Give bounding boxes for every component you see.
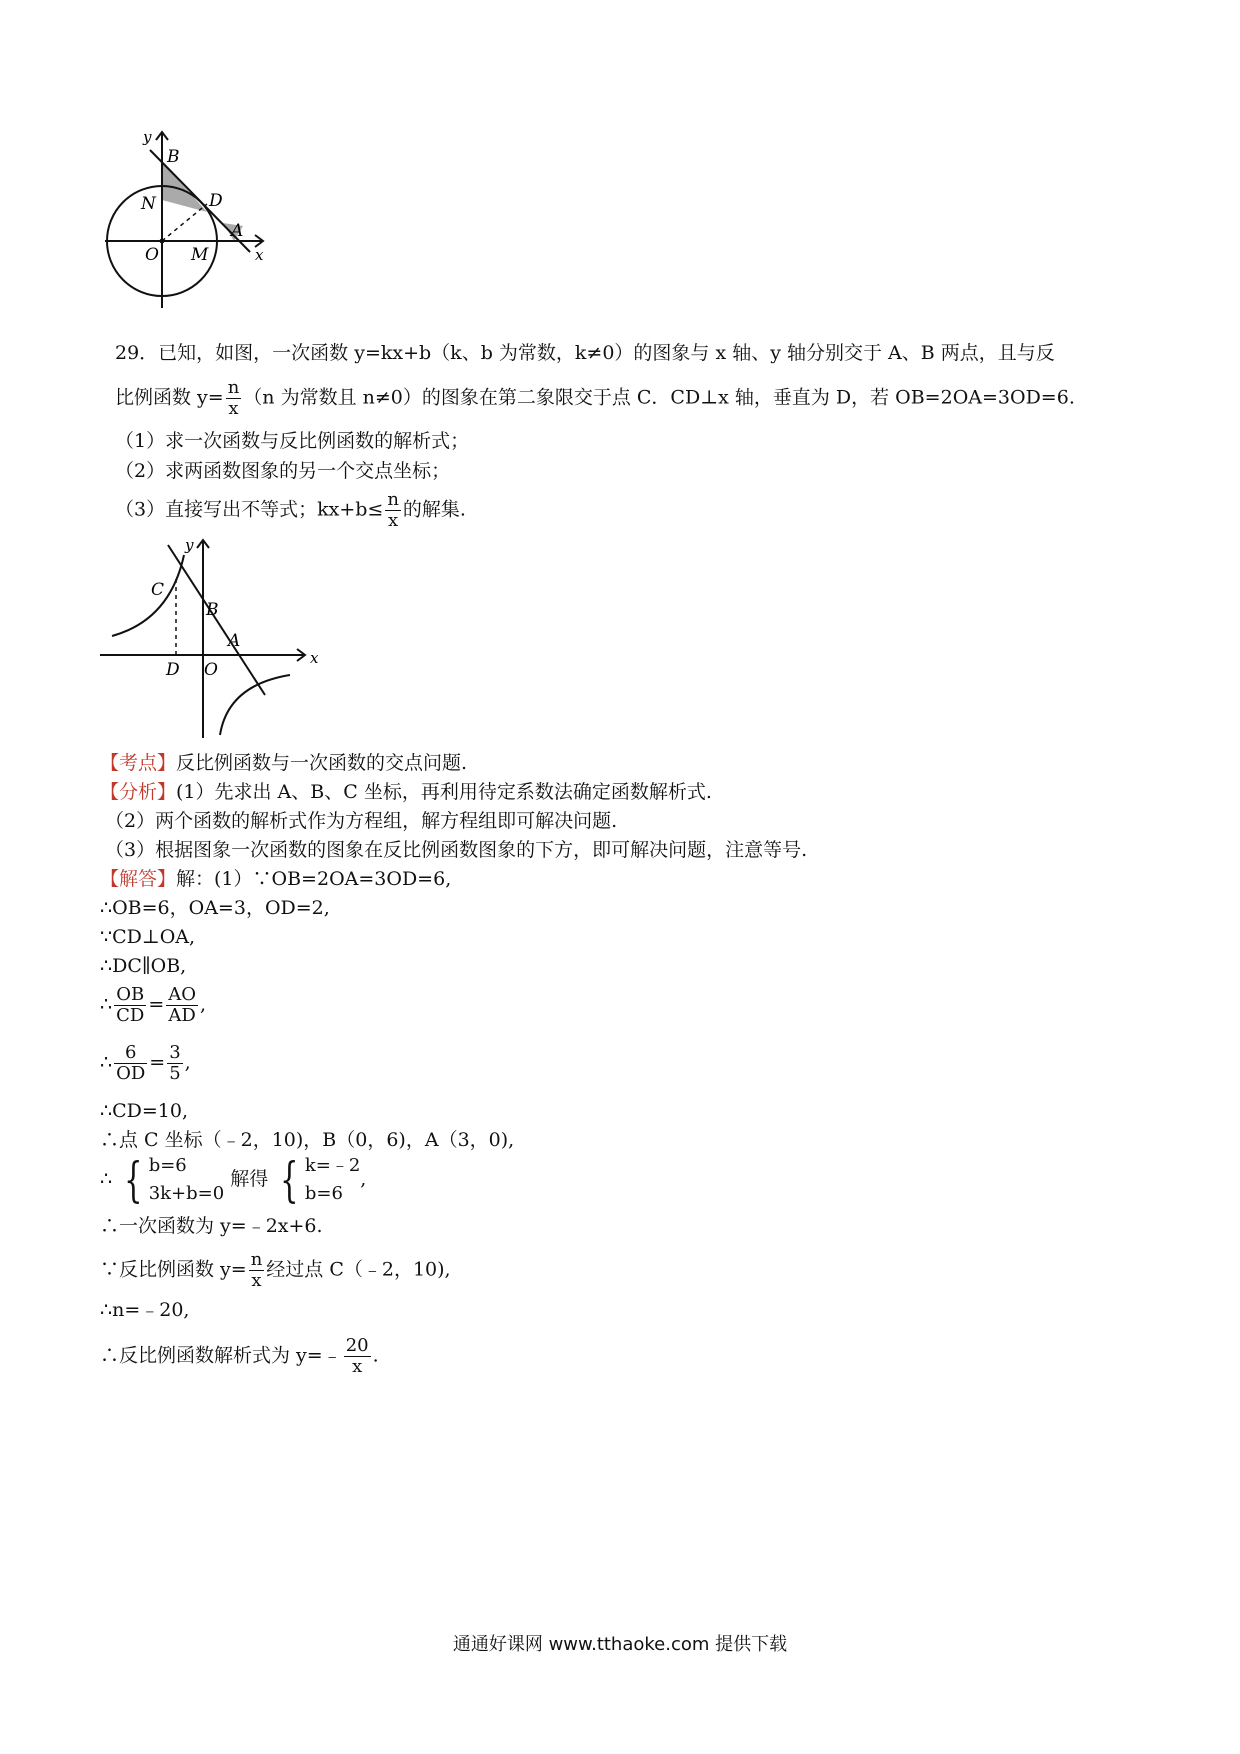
question-29-line1 bbox=[115, 340, 1055, 366]
jieda-line1: 解：(1）∵OB=2OA=3OD=6, bbox=[176, 868, 452, 890]
left-brace-icon: { bbox=[124, 1152, 143, 1208]
question-29-sub3 bbox=[115, 490, 466, 531]
frac-num: 3 bbox=[169, 1042, 181, 1063]
system-equation: b=6 bbox=[148, 1155, 187, 1176]
origin-dot bbox=[160, 239, 165, 244]
fraction-3-over-5 bbox=[167, 1043, 182, 1084]
kaodian-tag: 【考点】 bbox=[100, 752, 177, 774]
equation-system-1 bbox=[118, 1152, 224, 1208]
hyperbola-branch-second-quadrant bbox=[112, 555, 184, 636]
jieda-section bbox=[100, 866, 451, 892]
label-x: x bbox=[255, 246, 264, 264]
jieda-line5 bbox=[100, 985, 206, 1026]
fraction-ob-over-cd bbox=[114, 985, 146, 1026]
frac-num: n bbox=[387, 489, 399, 510]
system-equations bbox=[149, 1152, 225, 1208]
equals-sign: = bbox=[148, 993, 165, 1016]
frac-num: OB bbox=[114, 985, 146, 1006]
label-B: B bbox=[167, 147, 180, 167]
period: . bbox=[372, 1344, 379, 1367]
jieda-line2: ∴OB=6，OA=3，OD=2, bbox=[100, 897, 330, 919]
fenxi-line3: （3）根据图象一次函数的图象在反比例函数图象的下方，即可解决问题，注意等号. bbox=[105, 839, 808, 861]
label-O: O bbox=[204, 660, 218, 680]
frac-den: OD bbox=[116, 1063, 146, 1084]
frac-num: AO bbox=[168, 984, 196, 1005]
fraction-n-over-x bbox=[249, 1250, 265, 1291]
fraction-ao-over-ad bbox=[166, 985, 198, 1026]
system-equation: k=﹣2 bbox=[304, 1155, 361, 1176]
fraction-6-over-od bbox=[114, 1043, 147, 1084]
question-29-sub1: （1）求一次函数与反比例函数的解析式； bbox=[115, 430, 470, 452]
solve-word: 解得 bbox=[230, 1168, 269, 1190]
frac-num: n bbox=[227, 377, 240, 398]
page-footer: 通通好课网 www.tthaoke.com 提供下载 bbox=[452, 1634, 788, 1655]
jieda-line13 bbox=[100, 1336, 379, 1377]
frac-den: x bbox=[388, 510, 399, 531]
question-29-sub2: （2）求两函数图象的另一个交点坐标； bbox=[115, 460, 451, 482]
label-x: x bbox=[310, 649, 319, 667]
fenxi-line2: （2）两个函数的解析式作为方程组，解方程组即可解决问题. bbox=[105, 810, 618, 832]
fraction-n-over-x bbox=[385, 490, 401, 531]
fenxi-section bbox=[100, 779, 712, 805]
therefore-symbol: ∴ bbox=[100, 993, 113, 1016]
equation-system-2 bbox=[274, 1152, 360, 1208]
frac-num: 6 bbox=[114, 1043, 147, 1064]
fraction-20-over-x bbox=[344, 1336, 371, 1377]
question-29-sub3b: 的解集. bbox=[402, 498, 466, 521]
question-29-intro-2b: （n 为常数且 n≠0）的图象在第二象限交于点 C．CD⊥x 轴，垂直为 D，若 OB=2OA=3OD=6. bbox=[243, 386, 1075, 409]
jieda-line12: ∴n=﹣20, bbox=[100, 1299, 190, 1321]
line11-suffix: 经过点 C（﹣2，10), bbox=[266, 1258, 451, 1281]
frac-num: 20 bbox=[345, 1335, 369, 1356]
fenxi-tag: 【分析】 bbox=[100, 781, 177, 803]
jieda-line10: ∴一次函数为 y=﹣2x+6. bbox=[100, 1215, 323, 1237]
label-y: y bbox=[143, 130, 152, 146]
question-29-intro-2a: 比例函数 y= bbox=[115, 386, 224, 409]
jieda-line11 bbox=[100, 1250, 451, 1291]
system-equation: 3k+b=0 bbox=[148, 1183, 225, 1204]
label-M: M bbox=[191, 245, 209, 265]
jieda-line4: ∴DC∥OB, bbox=[100, 955, 187, 977]
line11-prefix: ∵反比例函数 y= bbox=[100, 1258, 247, 1281]
therefore-symbol: ∴ bbox=[100, 1051, 113, 1074]
label-N: N bbox=[141, 194, 156, 214]
jieda-line6 bbox=[100, 1043, 191, 1084]
comma: , bbox=[360, 1168, 367, 1190]
jieda-tag: 【解答】 bbox=[100, 868, 177, 890]
label-B: B bbox=[206, 600, 219, 620]
frac-den: x bbox=[228, 398, 239, 419]
fenxi-line1: (1）先求出 A、B、C 坐标，再利用待定系数法确定函数解析式. bbox=[176, 781, 712, 803]
frac-den: x bbox=[251, 1270, 262, 1291]
label-C: C bbox=[151, 580, 165, 600]
label-y: y bbox=[185, 536, 194, 554]
line13-prefix: ∴反比例函数解析式为 y=﹣ bbox=[100, 1344, 342, 1367]
jieda-line8: ∴点 C 坐标（﹣2，10)，B（0，6)，A（3，0), bbox=[100, 1129, 515, 1151]
comma: , bbox=[184, 1051, 191, 1074]
therefore-symbol: ∴ bbox=[100, 1168, 113, 1190]
question-29-intro-1: 29．已知，如图，一次函数 y=kx+b（k、b 为常数，k≠0）的图象与 x 轴、y 轴分别交于 A、B 两点，且与反 bbox=[115, 342, 1055, 364]
label-A: A bbox=[228, 631, 241, 651]
question-29-sub3a: （3）直接写出不等式；kx+b≤ bbox=[115, 498, 384, 521]
jieda-line3: ∵CD⊥OA, bbox=[100, 926, 196, 948]
jieda-line9 bbox=[100, 1152, 366, 1208]
question-29-line2 bbox=[115, 378, 1075, 419]
figure-circle-tangent bbox=[105, 130, 305, 310]
kaodian-section bbox=[100, 750, 467, 776]
frac-den: x bbox=[352, 1356, 363, 1377]
frac-den: CD bbox=[116, 1005, 145, 1026]
frac-num: n bbox=[250, 1249, 263, 1270]
system-equation: b=6 bbox=[304, 1183, 343, 1204]
equals-sign: = bbox=[149, 1051, 166, 1074]
label-O: O bbox=[145, 245, 159, 265]
label-A: A bbox=[231, 221, 244, 241]
kaodian-text: 反比例函数与一次函数的交点问题. bbox=[176, 752, 468, 774]
label-D: D bbox=[166, 660, 180, 680]
radius-od-dashed bbox=[162, 204, 207, 241]
fraction-n-over-x bbox=[226, 378, 242, 419]
hyperbola-branch-fourth-quadrant bbox=[220, 675, 290, 735]
system-solutions bbox=[305, 1152, 360, 1208]
left-brace-icon: { bbox=[280, 1152, 299, 1208]
jieda-line7: ∴CD=10, bbox=[100, 1100, 188, 1122]
frac-den: AD bbox=[168, 1005, 196, 1026]
label-D: D bbox=[209, 191, 223, 211]
frac-den: 5 bbox=[169, 1063, 181, 1084]
figure-hyperbola-line bbox=[100, 535, 330, 740]
comma: , bbox=[200, 993, 207, 1016]
